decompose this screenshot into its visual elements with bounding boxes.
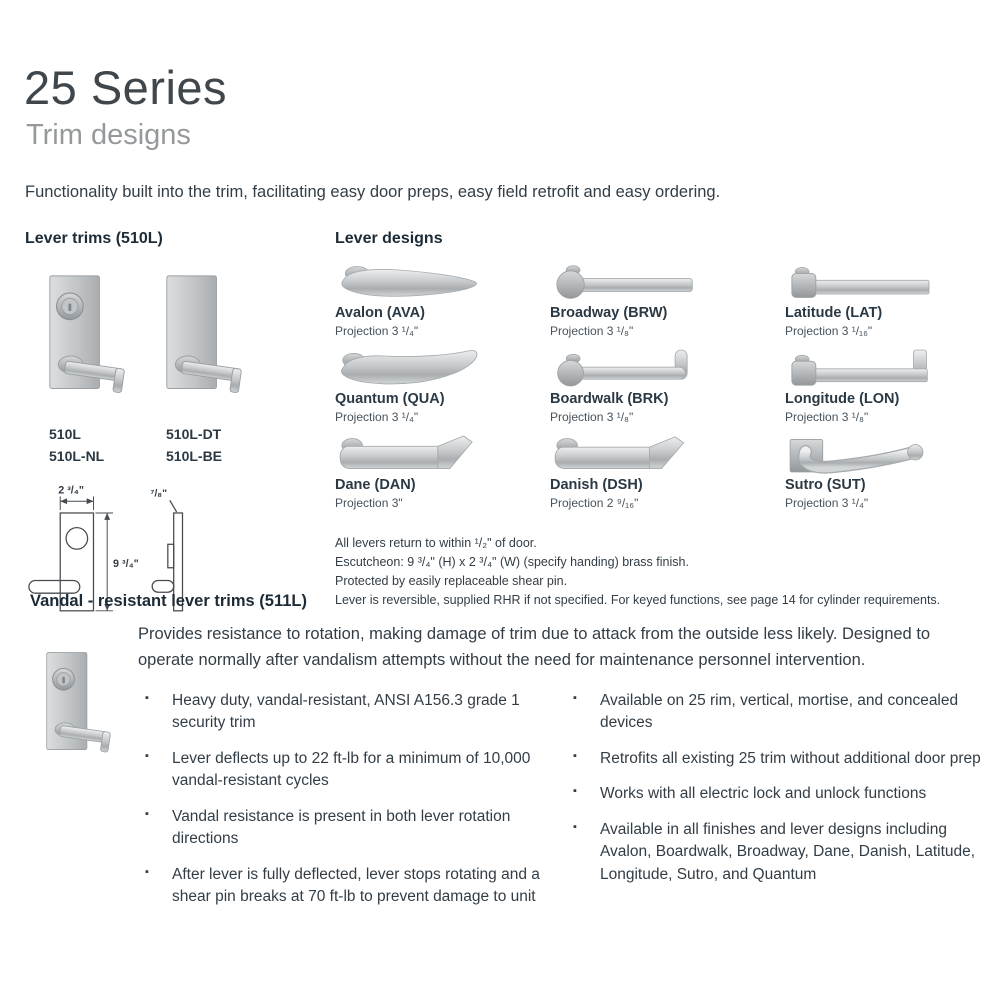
lever-name: Longitude (LON) <box>785 391 900 407</box>
page-subtitle: Trim designs <box>26 119 191 151</box>
page-title: 25 Series <box>24 61 228 114</box>
lever-projection: Projection 3 ¹/₄" <box>335 324 419 338</box>
lever-projection: Projection 3 ¹/₈" <box>550 410 634 424</box>
note-line: Lever is reversible, supplied RHR if not specified. For keyed functions, see page 14 for cylinder requirements. <box>335 593 941 607</box>
bullet-item: ▪ Vandal resistance is present in both lever rotation directions <box>138 806 566 851</box>
lever-trims-heading: Lever trims (510L) <box>25 230 163 247</box>
lever-projection: Projection 3 ¹/₄" <box>785 496 869 510</box>
sutro-lever-illustration <box>785 434 935 474</box>
lever-designs-section <box>335 230 980 610</box>
avalon-lever-illustration <box>335 262 485 302</box>
lever-projection: Projection 3" <box>335 496 403 510</box>
lever-projection: Projection 2 ⁹/₁₆" <box>550 496 639 510</box>
lever-grid <box>335 262 980 520</box>
vandal-heading: Vandal - resistant lever trims (511L) <box>30 592 307 610</box>
lever-card-broadway <box>550 262 785 348</box>
lever-projection: Projection 3 ¹/₁₆" <box>785 324 873 338</box>
lever-name: Dane (DAN) <box>335 477 416 493</box>
danish-lever-illustration <box>550 434 700 474</box>
lever-name: Latitude (LAT) <box>785 305 883 321</box>
width-dimension-label: 2 ³/₄" <box>58 484 85 497</box>
bullet-item: ▪ Heavy duty, vandal-resistant, ANSI A156.3 grade 1 security trim <box>138 690 566 735</box>
bullet-item: ▪ Lever deflects up to 22 ft-lb for a minimum of 10,000 vandal-resistant cycles <box>138 748 566 793</box>
trim-labels <box>25 424 327 467</box>
lever-card-dane <box>335 434 550 520</box>
bullet-item: ▪ Retrofits all existing 25 trim without additional door prep <box>566 748 994 770</box>
trim-label-510l: 510L 510L-NL <box>49 426 105 464</box>
lever-name: Danish (DSH) <box>550 477 643 493</box>
intro-text: Functionality built into the trim, facilitating easy door preps, easy field retrofit and easy ordering. <box>25 183 721 201</box>
lever-card-danish <box>550 434 785 520</box>
lever-projection: Projection 3 ¹/₈" <box>550 324 634 338</box>
trim-510l-illustration <box>25 272 130 420</box>
lever-projection: Projection 3 ¹/₈" <box>785 410 869 424</box>
lever-designs-heading: Lever designs <box>335 230 443 247</box>
boardwalk-lever-illustration <box>550 348 700 388</box>
lever-card-avalon <box>335 262 550 348</box>
lever-trims-section <box>25 230 327 631</box>
lever-name: Sutro (SUT) <box>785 477 866 493</box>
vandal-bullets-left <box>138 690 566 922</box>
vandal-paragraph: Provides resistance to rotation, making damage of trim due to attack from the outside less likely. Designed to operate normally after vandalism attempts without the need for maintenance personnel intervention. <box>138 625 931 670</box>
lever-card-quantum <box>335 348 550 434</box>
bullet-item: ▪ Works with all electric lock and unlock functions <box>566 783 994 805</box>
vandal-resistant-section <box>30 592 981 922</box>
lever-card-latitude <box>785 262 980 348</box>
note-line: Escutcheon: 9 ³/₄" (H) x 2 ³/₄" (W) (specify handing) brass finish. <box>335 555 689 569</box>
dane-lever-illustration <box>335 434 485 474</box>
trim-figures <box>25 272 327 420</box>
lever-name: Boardwalk (BRK) <box>550 391 669 407</box>
lever-card-longitude <box>785 348 980 434</box>
lever-card-sutro <box>785 434 980 520</box>
lever-projection: Projection 3 ¹/₄" <box>335 410 419 424</box>
longitude-lever-illustration <box>785 348 935 388</box>
note-line: All levers return to within ¹/₂" of door. <box>335 536 537 550</box>
lever-name: Broadway (BRW) <box>550 305 668 321</box>
lever-name: Quantum (QUA) <box>335 391 445 407</box>
trim-510l-dt-illustration <box>142 272 247 420</box>
broadway-lever-illustration <box>550 262 700 302</box>
vandal-bullets-right <box>566 690 994 922</box>
depth-dimension-label: ⁷/₈" <box>150 488 167 500</box>
bullet-item: ▪ Available on 25 rim, vertical, mortise, and concealed devices <box>566 690 994 735</box>
lever-card-boardwalk <box>550 348 785 434</box>
bullet-item: ▪ After lever is fully deflected, lever stops rotating and a shear pin breaks at 70 ft-lb to prevent damage to unit <box>138 864 566 909</box>
latitude-lever-illustration <box>785 262 935 302</box>
lever-name: Avalon (AVA) <box>335 305 425 321</box>
bullet-item: ▪ Available in all finishes and lever designs including Avalon, Boardwalk, Broadway, Dane, Danish, Latitude, Longitude, Sutro, and Quantum <box>566 819 994 886</box>
trim-label-510l-dt: 510L-DT 510L-BE <box>166 426 223 464</box>
note-line: Protected by easily replaceable shear pin. <box>335 574 568 588</box>
trim-511l-illustration <box>30 621 138 922</box>
quantum-lever-illustration <box>335 348 485 388</box>
height-dimension-label: 9 ³/₄" <box>113 558 139 571</box>
